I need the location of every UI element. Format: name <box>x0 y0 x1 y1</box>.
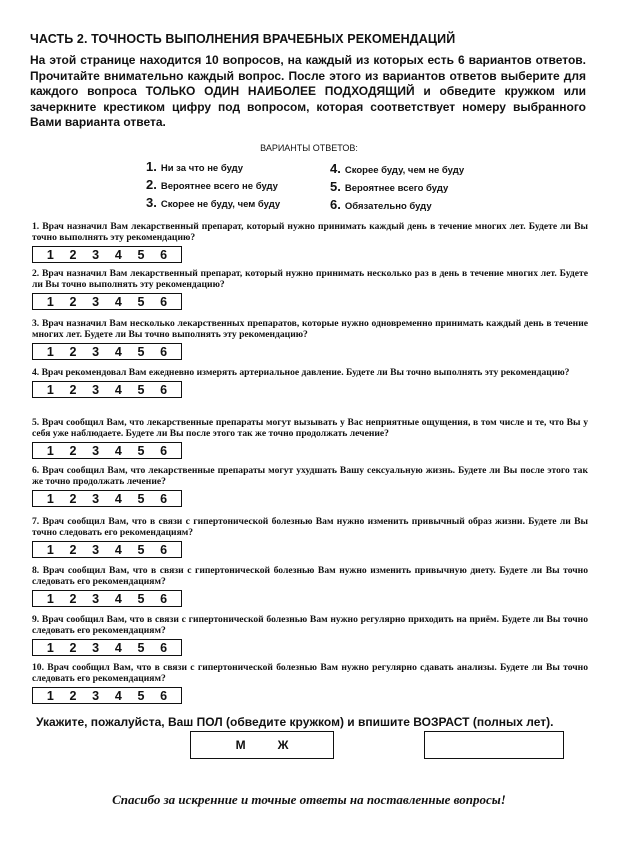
question-4 <box>32 367 588 398</box>
answer-option-4[interactable]: 4 <box>114 591 122 606</box>
question-text: 5. Врач сообщил Вам, что лекарственные препараты могут вызывать у Вас неприятные ощущения, в том числе и те, что Вы у себя уже наблюдаете. Будете ли Вы после этого так же точно продолжать лечение? <box>32 417 588 439</box>
answer-scale <box>32 590 182 607</box>
answer-option-4[interactable]: 4 <box>114 491 122 506</box>
variant-number: 1. <box>146 159 157 174</box>
answer-option-4[interactable]: 4 <box>114 344 122 359</box>
answer-option-4[interactable]: 4 <box>114 542 122 557</box>
answer-option-3[interactable]: 3 <box>92 640 100 655</box>
answer-option-5[interactable]: 5 <box>137 491 145 506</box>
variant-label: Вероятнее всего не буду <box>160 181 278 192</box>
answer-scale <box>32 343 182 360</box>
answer-option-5[interactable]: 5 <box>137 688 145 703</box>
gender-box <box>190 731 334 759</box>
answer-option-5[interactable]: 5 <box>137 382 145 397</box>
variant-5 <box>330 179 448 194</box>
answer-scale <box>32 246 182 263</box>
answer-option-3[interactable]: 3 <box>92 491 100 506</box>
answer-option-2[interactable]: 2 <box>69 640 77 655</box>
answer-option-1[interactable]: 1 <box>46 294 54 309</box>
question-6 <box>32 465 588 507</box>
gender-female-option[interactable]: Ж <box>277 738 289 752</box>
answer-option-4[interactable]: 4 <box>114 382 122 397</box>
variant-label: Скорее буду, чем не буду <box>344 165 465 176</box>
answer-option-1[interactable]: 1 <box>46 688 54 703</box>
answer-option-3[interactable]: 3 <box>92 542 100 557</box>
answer-option-6[interactable]: 6 <box>160 542 168 557</box>
answer-option-1[interactable]: 1 <box>46 542 54 557</box>
answer-option-2[interactable]: 2 <box>69 591 77 606</box>
answer-option-6[interactable]: 6 <box>160 491 168 506</box>
answer-option-1[interactable]: 1 <box>46 247 54 262</box>
answer-option-5[interactable]: 5 <box>137 344 145 359</box>
answer-option-1[interactable]: 1 <box>46 443 54 458</box>
answer-option-4[interactable]: 4 <box>114 247 122 262</box>
answer-option-3[interactable]: 3 <box>92 294 100 309</box>
answer-option-5[interactable]: 5 <box>137 591 145 606</box>
question-text: 8. Врач сообщил Вам, что в связи с гипертонической болезнью Вам нужно изменить привычную диету. Будете ли Вы точно следовать его рекомендациям? <box>32 565 588 587</box>
question-text: 6. Врач сообщил Вам, что лекарственные препараты могут ухудшать Вашу сексуальную жизнь. Будете ли Вы после этого так же точно продолжать лечение? <box>32 465 588 487</box>
answer-option-1[interactable]: 1 <box>46 640 54 655</box>
answer-option-2[interactable]: 2 <box>69 344 77 359</box>
question-1 <box>32 221 588 263</box>
answer-option-4[interactable]: 4 <box>114 688 122 703</box>
answer-option-3[interactable]: 3 <box>92 344 100 359</box>
variant-2 <box>146 177 278 192</box>
variants-title: ВАРИАНТЫ ОТВЕТОВ: <box>260 143 358 153</box>
answer-option-6[interactable]: 6 <box>160 382 168 397</box>
answer-option-2[interactable]: 2 <box>69 542 77 557</box>
variant-label: Вероятнее всего буду <box>344 183 449 194</box>
answer-option-5[interactable]: 5 <box>137 247 145 262</box>
variant-label: Скорее не буду, чем буду <box>160 199 281 210</box>
answer-option-6[interactable]: 6 <box>160 247 168 262</box>
answer-option-2[interactable]: 2 <box>69 247 77 262</box>
answer-option-3[interactable]: 3 <box>92 591 100 606</box>
answer-option-6[interactable]: 6 <box>160 344 168 359</box>
variant-number: 4. <box>330 161 341 176</box>
question-2 <box>32 268 588 310</box>
answer-option-4[interactable]: 4 <box>114 443 122 458</box>
variant-1 <box>146 159 243 174</box>
answer-option-3[interactable]: 3 <box>92 247 100 262</box>
gender-age-prompt: Укажите, пожалуйста, Ваш ПОЛ (обведите кружком) и впишите ВОЗРАСТ (полных лет). <box>36 715 554 729</box>
variant-4 <box>330 161 464 176</box>
question-8 <box>32 565 588 607</box>
answer-scale <box>32 442 182 459</box>
answer-option-1[interactable]: 1 <box>46 382 54 397</box>
age-field[interactable] <box>424 731 564 759</box>
answer-scale <box>32 490 182 507</box>
gender-male-option[interactable]: М <box>235 738 246 752</box>
answer-option-6[interactable]: 6 <box>160 294 168 309</box>
question-text: 2. Врач назначил Вам лекарственный препарат, который нужно принимать несколько раз в день в течение многих лет. Будете ли Вы точно выполнять эту рекомендацию? <box>32 268 588 290</box>
variant-number: 3. <box>146 195 157 210</box>
question-text: 10. Врач сообщил Вам, что в связи с гипертонической болезнью Вам нужно регулярно сдавать анализы. Будете ли Вы точно следовать его рекомендациям? <box>32 662 588 684</box>
question-7 <box>32 516 588 558</box>
answer-option-5[interactable]: 5 <box>137 443 145 458</box>
answer-option-6[interactable]: 6 <box>160 640 168 655</box>
answer-option-5[interactable]: 5 <box>137 294 145 309</box>
answer-option-4[interactable]: 4 <box>114 640 122 655</box>
answer-option-1[interactable]: 1 <box>46 344 54 359</box>
answer-option-2[interactable]: 2 <box>69 294 77 309</box>
question-9 <box>32 614 588 656</box>
answer-option-5[interactable]: 5 <box>137 542 145 557</box>
answer-scale <box>32 639 182 656</box>
question-text: 4. Врач рекомендовал Вам ежедневно измерять артериальное давление. Будете ли Вы точно выполнять эту рекомендацию? <box>32 367 570 378</box>
answer-option-3[interactable]: 3 <box>92 688 100 703</box>
variant-6 <box>330 197 432 212</box>
question-10 <box>32 662 588 704</box>
variant-label: Ни за что не буду <box>160 163 244 174</box>
section-title: ЧАСТЬ 2. ТОЧНОСТЬ ВЫПОЛНЕНИЯ ВРАЧЕБНЫХ РЕКОМЕНДАЦИЙ <box>30 32 456 46</box>
answer-option-6[interactable]: 6 <box>160 591 168 606</box>
variant-3 <box>146 195 280 210</box>
answer-option-5[interactable]: 5 <box>137 640 145 655</box>
question-5 <box>32 417 588 459</box>
variant-number: 5. <box>330 179 341 194</box>
answer-option-3[interactable]: 3 <box>92 382 100 397</box>
answer-option-2[interactable]: 2 <box>69 443 77 458</box>
question-3 <box>32 318 588 360</box>
variant-number: 2. <box>146 177 157 192</box>
answer-scale <box>32 541 182 558</box>
answer-option-4[interactable]: 4 <box>114 294 122 309</box>
variant-label: Обязательно буду <box>344 201 432 212</box>
question-text: 1. Врач назначил Вам лекарственный препарат, который нужно принимать каждый день в течение многих лет. Будете ли Вы точно выполнять эту рекомендацию? <box>32 221 588 243</box>
answer-option-2[interactable]: 2 <box>69 688 77 703</box>
instructions-text: На этой странице находится 10 вопросов, на каждый из которых есть 6 вариантов ответов. Прочитайте внимательно каждый вопрос. После этого из вариантов ответов выберите для каждого вопроса ТОЛЬКО ОДИН НАИБОЛЕЕ ПОДХОДЯЩИЙ и обведите кружком или зачеркните крестиком цифру под вопросом, которая соответствует номеру выбранного Вами варианта ответа. <box>30 53 586 129</box>
question-text: 3. Врач назначил Вам несколько лекарственных препаратов, которые нужно одновременно принимать каждый день в течение многих лет. Будете ли Вы точно выполнять эту рекомендацию? <box>32 318 588 340</box>
answer-option-1[interactable]: 1 <box>46 591 54 606</box>
answer-scale <box>32 687 182 704</box>
answer-option-2[interactable]: 2 <box>69 382 77 397</box>
answer-scale <box>32 293 182 310</box>
variant-number: 6. <box>330 197 341 212</box>
thanks-message: Спасибо за искренние и точные ответы на поставленные вопросы! <box>112 792 506 807</box>
answer-option-1[interactable]: 1 <box>46 491 54 506</box>
answer-scale <box>32 381 182 398</box>
answer-option-6[interactable]: 6 <box>160 688 168 703</box>
question-text: 7. Врач сообщил Вам, что в связи с гипертонической болезнью Вам нужно изменить привычный образ жизни. Будете ли Вы точно следовать его рекомендациям? <box>32 516 588 538</box>
answer-option-3[interactable]: 3 <box>92 443 100 458</box>
answer-option-6[interactable]: 6 <box>160 443 168 458</box>
answer-option-2[interactable]: 2 <box>69 491 77 506</box>
question-text: 9. Врач сообщил Вам, что в связи с гипертонической болезнью Вам нужно регулярно приходить на приём. Будете ли Вы точно следовать его рекомендациям? <box>32 614 588 636</box>
